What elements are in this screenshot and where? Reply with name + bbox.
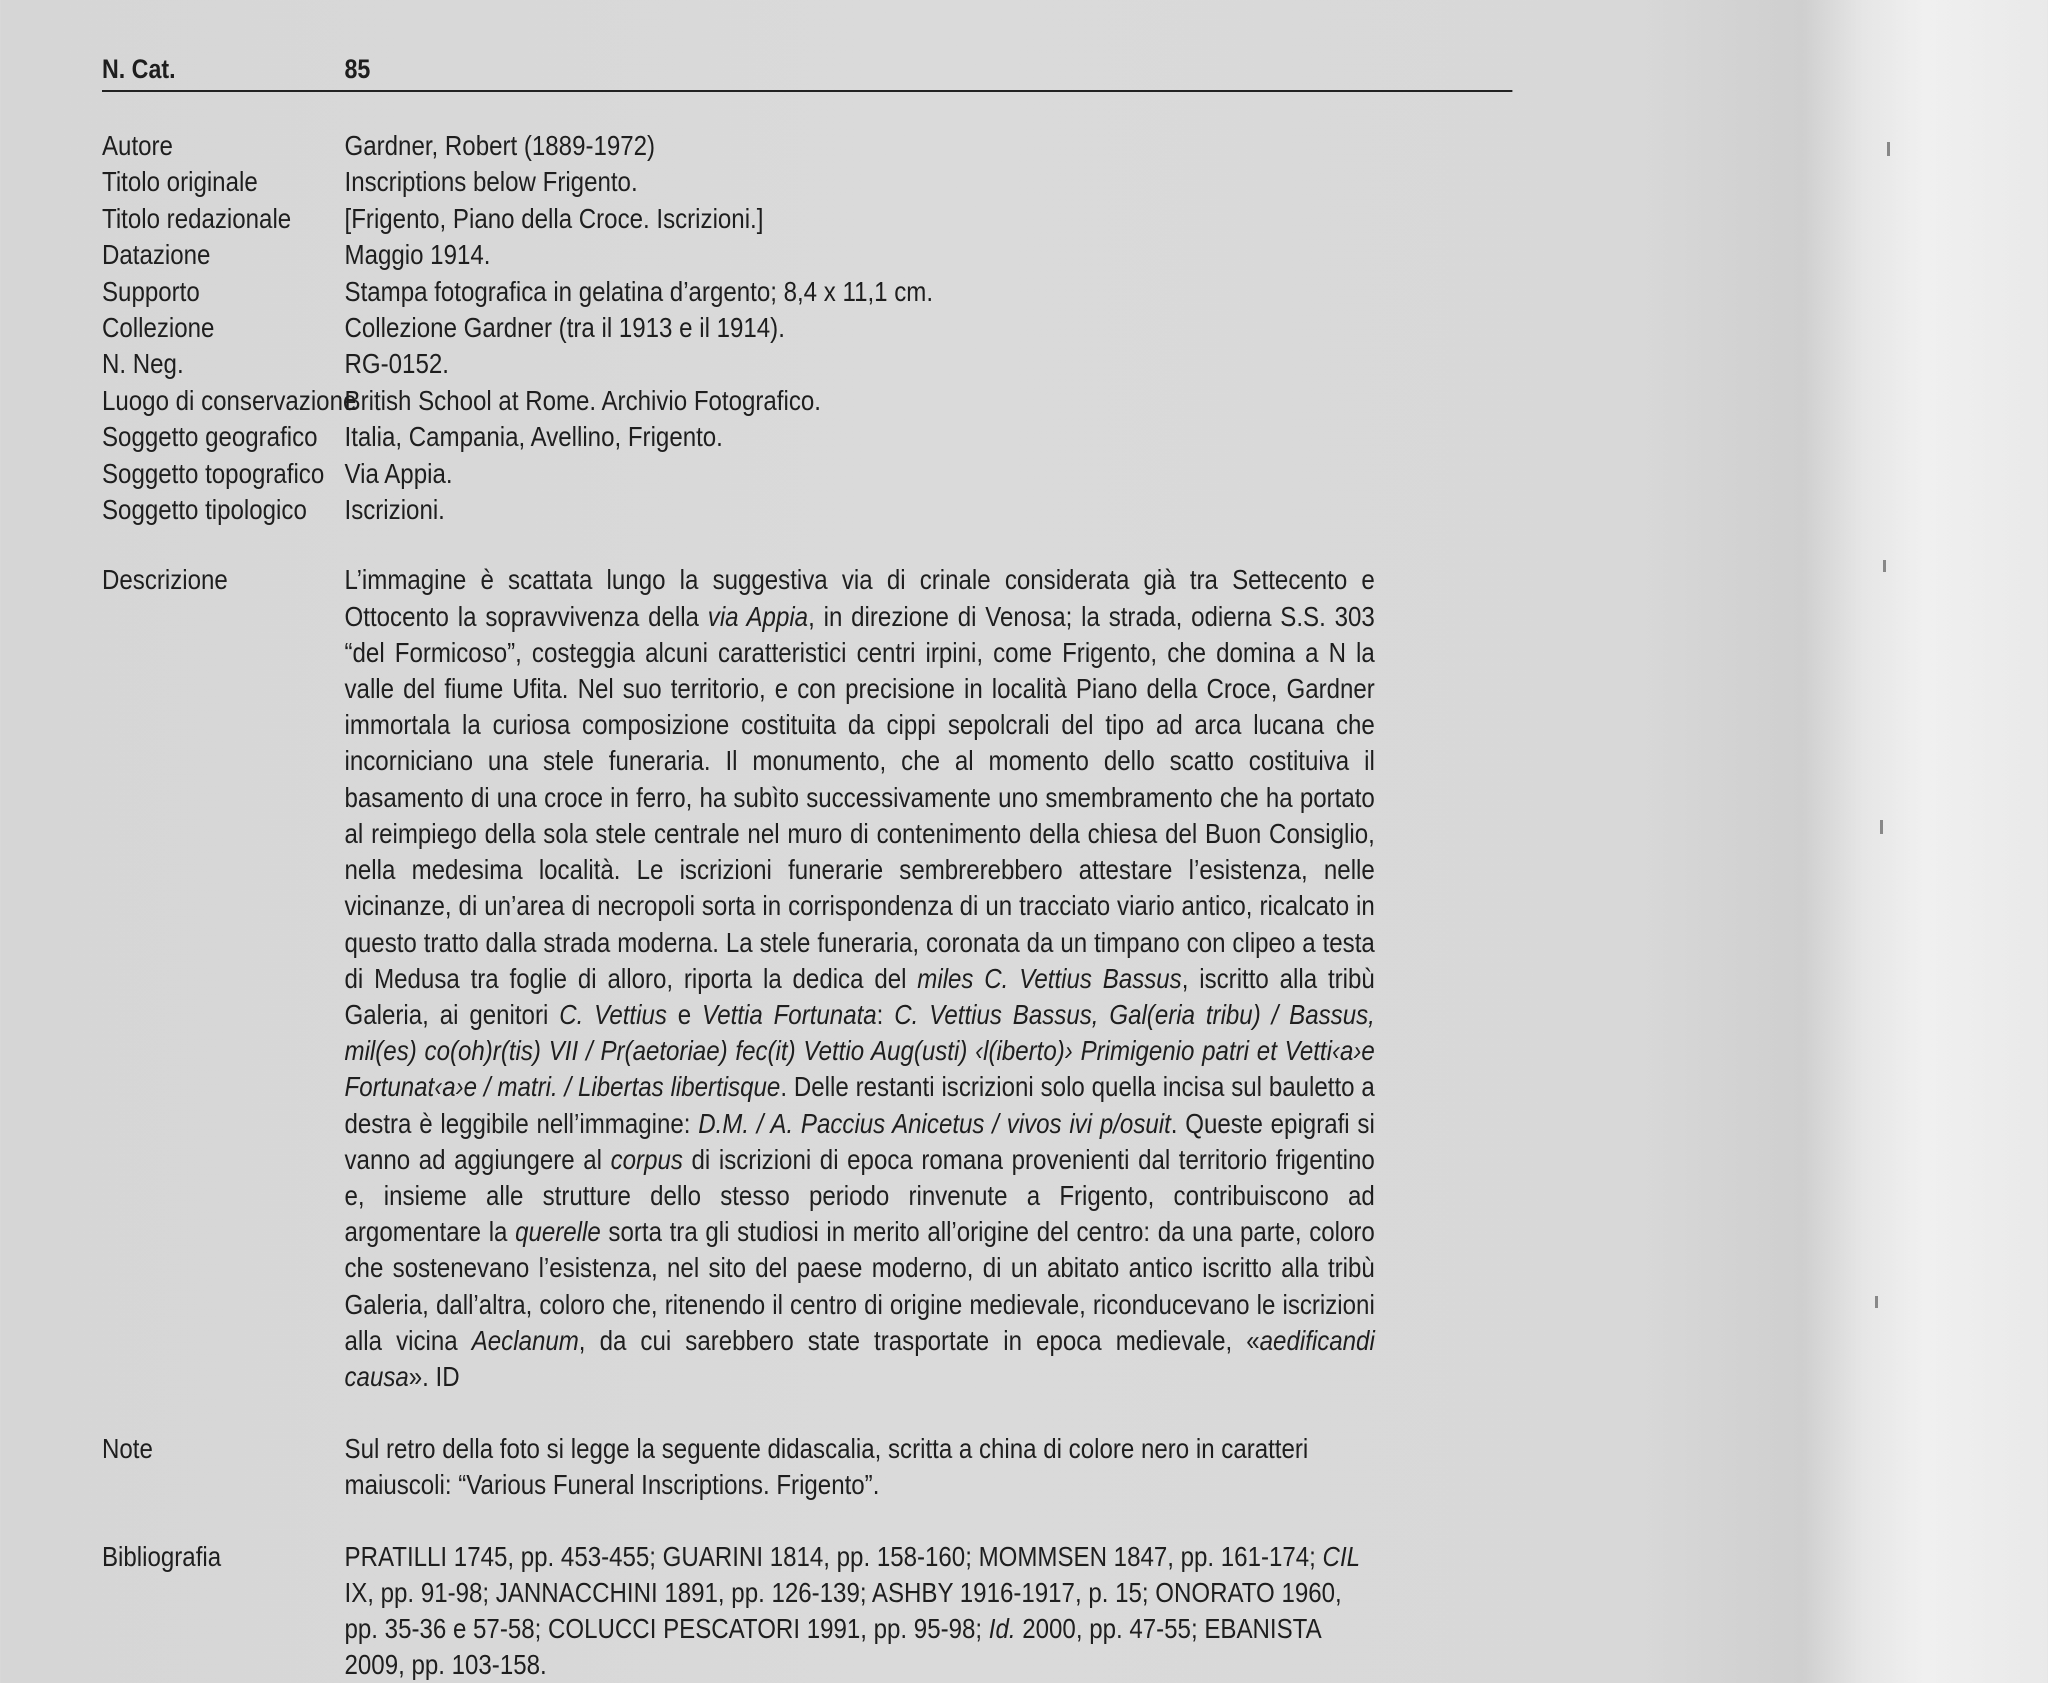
- bibliography-label: Bibliografia: [102, 1541, 222, 1573]
- catalog-header: [102, 54, 1512, 92]
- note-section: [102, 1431, 1375, 1503]
- text-segment: di iscrizioni di epoca romana provenienti dal territorio frigentino e, insieme alle strutture dello stesso periodo rinvenute a Frigento, contribuiscono ad argomentare la: [344, 1143, 1375, 1248]
- text-segment: L’immagine è scattata lungo la suggestiva via di crinale considerata già tra Settecento e Ottocento la sopravvivenza della: [344, 564, 1375, 632]
- field-row-soggetto-geografico: [102, 419, 1375, 455]
- field-value: Iscrizioni.: [344, 494, 445, 526]
- field-label: Titolo originale: [102, 166, 258, 198]
- page-edge-mark: [1883, 560, 1886, 572]
- field-row-n-neg: [102, 346, 1375, 382]
- italic-text-segment: C. Vettius: [559, 998, 667, 1030]
- italic-text-segment: CIL: [1322, 1541, 1361, 1573]
- italic-text-segment: via Appia: [707, 600, 809, 632]
- field-row-titolo-redazionale: [102, 201, 1375, 237]
- text-segment: . Delle restanti iscrizioni solo quella incisa sul bauletto a destra è leggibile nell’immagine:: [344, 1071, 1375, 1139]
- field-row-autore: [102, 128, 1375, 164]
- field-value: British School at Rome. Archivio Fotografico.: [344, 384, 821, 416]
- field-value: Collezione Gardner (tra il 1913 e il 1914).: [344, 312, 785, 344]
- field-value: [Frigento, Piano della Croce. Iscrizioni.]: [344, 202, 764, 234]
- metadata-fields: [102, 128, 1375, 528]
- field-label: N. Neg.: [102, 348, 184, 380]
- italic-text-segment: C. Vettius Bassus, Gal(eria tribu) / Bassus, mil(es) co(oh)r(tis) VII / Pr(aetoriae) fec(it) Vettio Aug(usti) ‹l(iberto)› Primigenio patri et Vetti‹a›e Fortunat‹a›e / matri. / Libertas libertisque: [344, 998, 1375, 1103]
- text-segment: PRATILLI 1745, pp. 453-455; GUARINI 1814, pp. 158-160; MOMMSEN 1847, pp. 161-174;: [344, 1541, 1323, 1573]
- field-label: Soggetto tipologico: [102, 494, 307, 526]
- italic-text-segment: D.M. / A. Paccius Anicetus / vivos ivi p/osuit: [698, 1107, 1171, 1139]
- text-segment: sorta tra gli studiosi in merito all’origine del centro: da una parte, coloro che sostenevano l’esistenza, nel sito del paese moderno, di un abitato antico iscritto alla tribù Galeria, dall’altra, coloro che, ritenendo il centro di origine medievale, riconducevano le iscrizioni alla vicina: [344, 1216, 1375, 1356]
- text-segment: , iscritto alla tribù Galeria, ai genitori: [344, 962, 1375, 1030]
- italic-text-segment: miles C. Vettius Bassus: [917, 962, 1182, 994]
- italic-text-segment: querelle: [515, 1216, 601, 1248]
- field-value: Italia, Campania, Avellino, Frigento.: [344, 421, 723, 453]
- italic-text-segment: Aeclanum: [471, 1324, 579, 1356]
- description-paragraph: [345, 562, 1375, 1395]
- text-segment: 2000, pp. 47-55; EBANISTA 2009, pp. 103-158.: [344, 1613, 1321, 1681]
- field-label: Soggetto geografico: [102, 421, 318, 453]
- field-value: Via Appia.: [344, 457, 453, 489]
- catalog-number-value: 85: [344, 54, 371, 84]
- italic-text-segment: corpus: [610, 1143, 683, 1175]
- text-segment: :: [876, 998, 895, 1030]
- text-segment: e: [666, 998, 703, 1030]
- text-segment: , in direzione di Venosa; la strada, odierna S.S. 303 “del Formicoso”, costeggia alcuni caratteristici centri irpini, come Frigento, che domina a N la valle del fiume Ufita. Nel suo territorio, e con precisione in località Piano della Croce, Gardner immortala la curiosa composizione costituita da cippi sepolcrali del tipo ad arca lucana che incorniciano una stele funeraria. Il monumento, che al momento dello scatto costituiva il basamento di una croce in ferro, ha subìto successivamente uno smembramento che ha portato al reimpiego della sola stele centrale nel muro di contenimento della chiesa del Buon Consiglio, nella medesima località. Le iscrizioni funerarie sembrerebbero attestare l’esistenza, nelle vicinanze, di un’area di necropoli sorta in corrispondenza di un tracciato viario antico, ricalcato in questo tratto dalla strada moderna. La stele funeraria, coronata da un timpano con clipeo a testa di Medusa tra foglie di alloro, riporta la dedica del: [344, 600, 1375, 994]
- field-value: RG-0152.: [344, 348, 449, 380]
- field-value: Inscriptions below Frigento.: [344, 166, 638, 198]
- field-row-soggetto-tipologico: [102, 492, 1375, 528]
- text-segment: ». ID: [408, 1360, 460, 1392]
- field-label: Autore: [102, 130, 173, 161]
- page-edge-mark: [1875, 1296, 1878, 1308]
- field-value: Gardner, Robert (1889-1972): [344, 130, 656, 161]
- text-segment: . Queste epigrafi si vanno ad aggiungere al: [344, 1107, 1375, 1175]
- note-text: Sul retro della foto si legge la seguente didascalia, scritta a china di colore nero in caratteri maiuscoli: “Various Funeral Inscriptions. Frigento”.: [344, 1433, 1309, 1501]
- italic-text-segment: Vettia Fortunata: [702, 998, 877, 1030]
- field-row-soggetto-topografico: [102, 456, 1375, 492]
- field-label: Collezione: [102, 312, 215, 344]
- catalog-number-label: N. Cat.: [102, 54, 176, 84]
- description-text: [345, 562, 1375, 1395]
- italic-text-segment: Id.: [988, 1613, 1016, 1645]
- description-section: [102, 562, 1375, 1395]
- field-label: Titolo redazionale: [102, 202, 292, 234]
- field-value: Maggio 1914.: [344, 239, 491, 271]
- field-label: Luogo di conservazione: [102, 384, 357, 416]
- italic-text-segment: aedificandi causa: [344, 1324, 1375, 1392]
- field-row-titolo-originale: [102, 164, 1375, 200]
- field-row-luogo-conservazione: [102, 383, 1375, 419]
- page-edge-mark: [1880, 820, 1883, 834]
- page-edge-mark: [1887, 142, 1890, 156]
- catalog-page: [102, 54, 1375, 1683]
- field-value: Stampa fotografica in gelatina d’argento; 8,4 x 11,1 cm.: [344, 275, 934, 307]
- description-label: Descrizione: [102, 564, 228, 596]
- text-segment: , da cui sarebbero state trasportate in epoca medievale, «: [578, 1324, 1260, 1356]
- text-segment: IX, pp. 91-98; JANNACCHINI 1891, pp. 126-139; ASHBY 1916-1917, p. 15; ONORATO 1960, pp. 35-36 e 57-58; COLUCCI PESCATORI 1991, pp. 95-98;: [344, 1577, 1342, 1645]
- bibliography-text: [345, 1539, 1375, 1683]
- bibliography-section: [102, 1539, 1375, 1683]
- field-label: Supporto: [102, 275, 200, 307]
- note-label: Note: [102, 1433, 153, 1465]
- field-label: Soggetto topografico: [102, 457, 325, 489]
- field-row-datazione: [102, 237, 1375, 273]
- field-row-supporto: [102, 274, 1375, 310]
- field-label: Datazione: [102, 239, 211, 271]
- field-row-collezione: [102, 310, 1375, 346]
